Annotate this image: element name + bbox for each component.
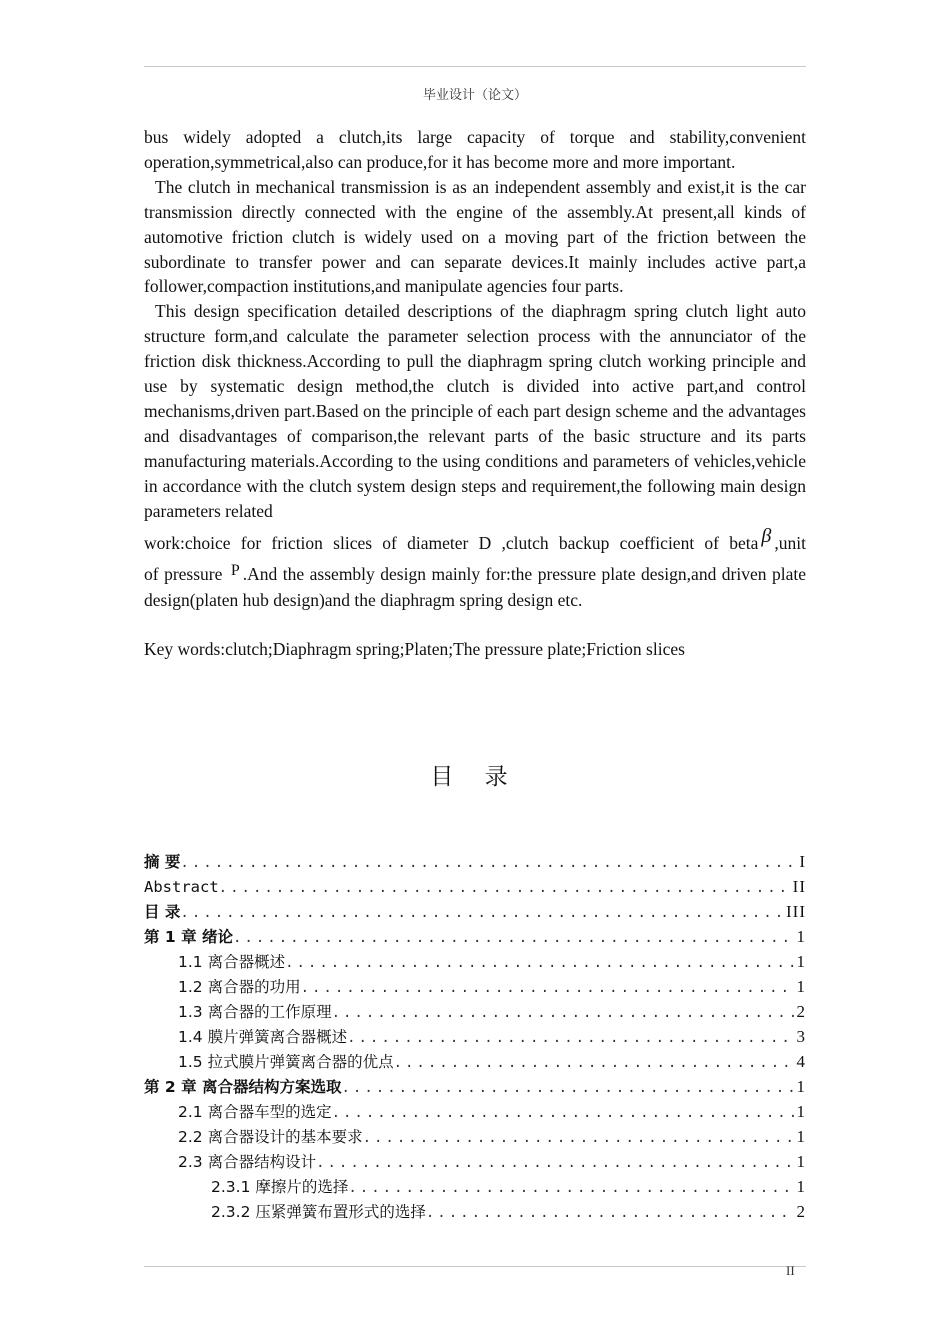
abstract-text: This design specification detailed descriptions of the diaphragm spring clutch light auto structure form,and calculate the parameter selection process with the annunciator of the friction disk thickness.According to pull the diaphragm spring clutch working principle and use by systematic design method,the clutch is divided into active part,and control mechanisms,driven part.Based on the principle of each part design scheme and the advantages and disadvantages of comparison,the relevant parts of the basic structure and its parts manufacturing materials.According to the using conditions and parameters of vehicles,vehicle in accordance with the clutch system design steps and requirement,the following main design parameters related	[144, 301, 806, 521]
toc-entry-label: 2.3.2 压紧弹簧布置形式的选择	[211, 1203, 426, 1221]
toc-entry[interactable]	[144, 1024, 806, 1049]
abstract-formula-line	[144, 524, 806, 562]
table-of-contents	[144, 849, 806, 1224]
toc-entry-label: Abstract	[144, 878, 219, 896]
toc-leader	[394, 1051, 795, 1076]
toc-entry[interactable]	[144, 949, 806, 974]
abstract-paragraph	[144, 562, 806, 614]
toc-entry-label: 2.3 离合器结构设计	[178, 1153, 317, 1171]
header-rule	[144, 66, 806, 67]
toc-leader	[285, 951, 794, 976]
toc-entry[interactable]	[144, 1074, 806, 1099]
toc-entry[interactable]	[144, 899, 806, 924]
toc-leader	[332, 1001, 795, 1026]
toc-entry-page: 2	[796, 1202, 806, 1221]
abstract-text: .And the assembly design mainly for:the pressure plate design,and driven plate design(platen hub design)and the diaphragm spring design etc.	[144, 563, 807, 611]
toc-entry-label: 1.5 拉式膜片弹簧离合器的优点	[178, 1053, 394, 1071]
toc-leader	[348, 1176, 794, 1201]
toc-entry-label: 2.3.1 摩擦片的选择	[211, 1178, 349, 1196]
abstract-text: work:choice for friction slices of diameter D ,clutch backup coefficient of beta	[144, 532, 759, 553]
toc-entry-page: 1	[796, 952, 806, 971]
beta-symbol: β	[761, 524, 772, 547]
abstract-body	[144, 125, 806, 662]
toc-entry-page: 1	[796, 1102, 806, 1121]
toc-entry[interactable]	[144, 874, 806, 899]
toc-entry-page: 1	[796, 977, 806, 996]
toc-entry-label: 2.1 离合器车型的选定	[178, 1103, 332, 1121]
toc-entry[interactable]	[144, 1174, 806, 1199]
toc-leader	[219, 876, 791, 901]
toc-entry-label: 1.2 离合器的功用	[178, 978, 301, 996]
pressure-symbol: P	[230, 561, 240, 579]
toc-entry-page: 1	[796, 1152, 806, 1171]
toc-leader	[341, 1076, 794, 1101]
toc-leader	[301, 976, 795, 1001]
abstract-paragraph: bus widely adopted a clutch,its large capacity of torque and stability,convenient operation,symmetrical,also can produce,for it has become more and more important.	[144, 127, 806, 172]
footer-rule	[144, 1266, 806, 1267]
toc-entry[interactable]	[144, 1124, 806, 1149]
toc-entry-page: 3	[796, 1027, 806, 1046]
toc-leader	[233, 926, 795, 951]
toc-leader	[332, 1101, 795, 1126]
abstract-text: ,unit	[774, 532, 806, 553]
toc-entry-label: 1.4 膜片弹簧离合器概述	[178, 1028, 348, 1046]
toc-entry-page: II	[792, 877, 806, 896]
toc-entry[interactable]	[144, 974, 806, 999]
toc-entry-page: 1	[796, 1077, 806, 1096]
toc-entry[interactable]	[144, 1049, 806, 1074]
abstract-paragraph	[144, 299, 806, 523]
toc-entry-label: 第 1 章 绪论	[144, 928, 233, 946]
toc-entry-page: 4	[796, 1052, 806, 1071]
toc-leader	[426, 1201, 795, 1226]
toc-entry[interactable]	[144, 1149, 806, 1174]
abstract-text: of pressure	[144, 563, 223, 584]
toc-leader	[347, 1026, 794, 1051]
toc-entry-label: 摘 要	[144, 853, 181, 871]
toc-entry-page: I	[799, 852, 806, 871]
running-header: 毕业设计（论文）	[422, 88, 527, 103]
toc-entry[interactable]	[144, 1099, 806, 1124]
toc-entry-page: 1	[796, 1127, 806, 1146]
toc-entry-label: 目 录	[144, 903, 181, 921]
toc-entry[interactable]	[144, 999, 806, 1024]
toc-leader	[363, 1126, 795, 1151]
keywords: Key words:clutch;Diaphragm spring;Platen;The pressure plate;Friction slices	[144, 639, 685, 660]
toc-entry-page: 1	[796, 927, 806, 946]
toc-entry[interactable]	[144, 924, 806, 949]
toc-leader	[180, 851, 797, 876]
toc-entry-label: 1.3 离合器的工作原理	[178, 1003, 332, 1021]
toc-leader	[316, 1151, 794, 1176]
abstract-paragraph: The clutch in mechanical transmission is as an independent assembly and exist,it is the car transmission directly connected with the engine of the assembly.At present,all kinds of automotive friction clutch is widely used on a moving part of the friction between the subordinate to transfer power and can separate devices.It mainly includes active part,a follower,compaction institutions,and manipulate agencies four parts.	[144, 176, 806, 297]
toc-entry-label: 1.1 离合器概述	[178, 953, 286, 971]
toc-leader	[180, 901, 784, 926]
toc-entry-page: 2	[796, 1002, 806, 1021]
toc-entry-label: 2.2 离合器设计的基本要求	[178, 1128, 363, 1146]
toc-entry[interactable]	[144, 849, 806, 874]
toc-entry-page: III	[786, 902, 806, 921]
page-number: II	[786, 1263, 795, 1278]
toc-entry-page: 1	[796, 1177, 806, 1196]
toc-entry[interactable]	[144, 1199, 806, 1224]
toc-entry-label: 第 2 章 离合器结构方案选取	[144, 1078, 342, 1096]
toc-title: 目 录	[430, 764, 520, 790]
